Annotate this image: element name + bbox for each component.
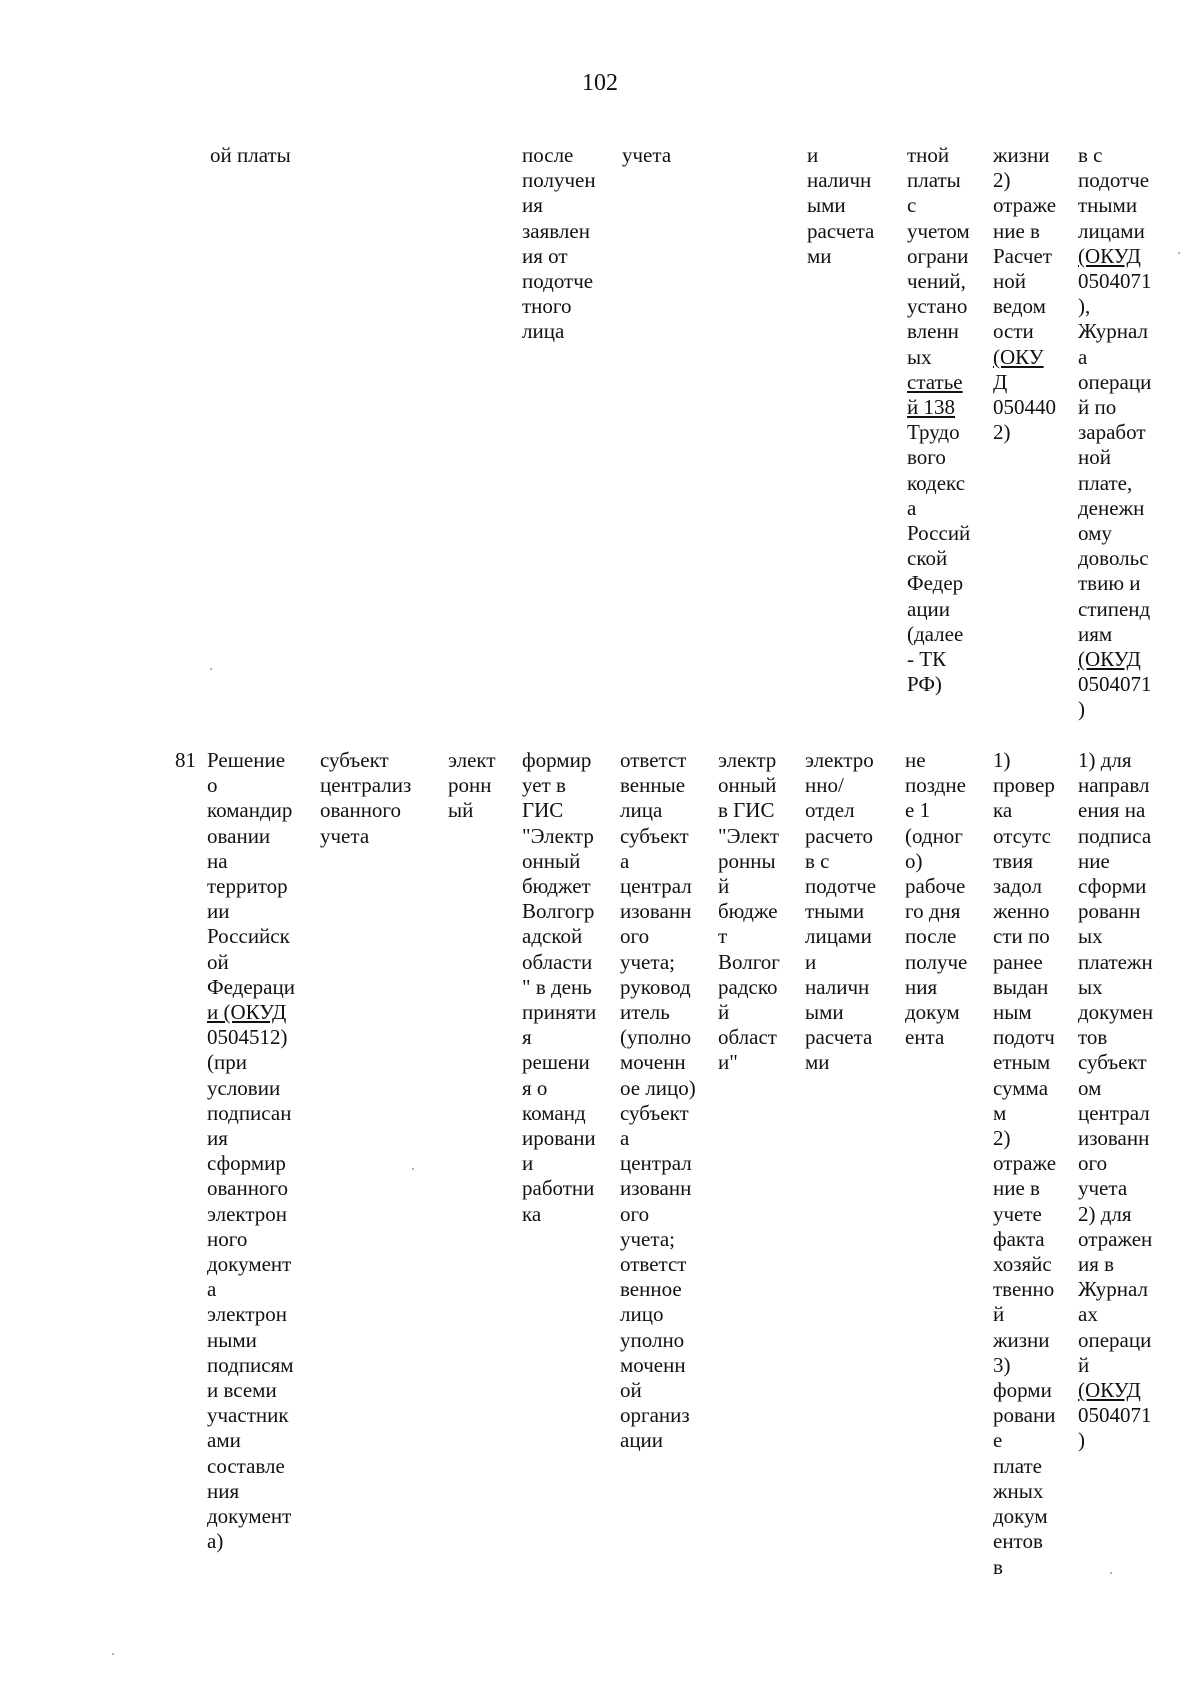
cell-line: решени xyxy=(522,1050,590,1075)
cell-line: ние в xyxy=(993,1176,1040,1201)
cell-line: 1) для xyxy=(1078,748,1132,772)
cell-line: онный xyxy=(718,773,777,798)
cell-line: ации xyxy=(907,596,951,621)
cell-line: заработ xyxy=(1078,420,1146,445)
scan-speck xyxy=(112,1653,114,1655)
cell-line: а xyxy=(1078,344,1088,369)
cell-line: ия xyxy=(207,1126,228,1151)
cell-line: ентов xyxy=(993,1529,1043,1554)
cell-line: ия в xyxy=(1078,1252,1115,1277)
cell-line: вленн xyxy=(907,319,959,344)
cell-line: и xyxy=(807,143,819,167)
cell-line: территор xyxy=(207,874,288,899)
cell-line: докум xyxy=(993,1504,1048,1529)
cell-line: с xyxy=(907,193,917,218)
cell-line: в с xyxy=(805,848,830,873)
cell-line: подотче xyxy=(805,874,877,899)
cell-line: ого xyxy=(620,1201,650,1226)
cell-line: ной xyxy=(993,269,1026,294)
page-number: 102 xyxy=(582,70,618,96)
cell-line: документ xyxy=(207,1252,292,1277)
cell-line: ия xyxy=(522,193,543,218)
cell-line: ка xyxy=(993,798,1013,823)
cell-line: а xyxy=(207,1277,217,1302)
cell-line: Федер xyxy=(907,571,964,596)
cell-line: ответст xyxy=(620,748,687,772)
cell-creator xyxy=(320,748,411,849)
cell-line: ния xyxy=(207,1478,240,1503)
cell-line: ровани xyxy=(993,1403,1056,1428)
cell-line: област xyxy=(718,1025,777,1050)
cell-line: ии xyxy=(207,899,230,924)
row-number: 81 xyxy=(175,748,196,772)
cell-line: кодекс xyxy=(907,470,966,495)
cell-line: лицами xyxy=(805,924,872,949)
cell-line: направл xyxy=(1078,773,1150,798)
cell-actions xyxy=(993,143,1056,445)
cell-line: в с xyxy=(1078,143,1103,167)
cell-line: ости xyxy=(993,319,1034,344)
cell-line: учете xyxy=(993,1201,1042,1226)
cell-line: докумен xyxy=(1078,1000,1154,1025)
cell-line: ировани xyxy=(522,1126,596,1151)
cell-line: не xyxy=(905,748,926,772)
cell-line: приняти xyxy=(522,1000,597,1025)
cell-line: (ОКУД xyxy=(1078,1378,1141,1403)
cell-line: на xyxy=(207,848,228,873)
cell-line: в xyxy=(993,1554,1003,1579)
cell-line: (одног xyxy=(905,823,963,848)
cell-line: го дня xyxy=(905,899,961,924)
cell-line: лицами xyxy=(1078,218,1145,243)
cell-line: Решение xyxy=(207,748,286,772)
cell-line: ах xyxy=(1078,1302,1098,1327)
cell-line: й 138 xyxy=(907,395,955,420)
cell-line: изованн xyxy=(620,1176,692,1201)
cell-document-name xyxy=(210,143,291,168)
cell-line: моченн xyxy=(620,1050,686,1075)
cell-line: и всеми xyxy=(207,1378,277,1403)
cell-line: ронн xyxy=(448,773,492,798)
cell-line: тными xyxy=(805,899,865,924)
cell-line: ыми xyxy=(807,193,846,218)
cell-line: заявлен xyxy=(522,218,590,243)
cell-line: (ОКУД xyxy=(1078,647,1141,672)
scan-speck xyxy=(1178,252,1180,254)
cell-deadline xyxy=(522,143,596,345)
cell-line: плате xyxy=(993,1453,1042,1478)
cell-actions xyxy=(993,748,1056,1580)
cell-line: провер xyxy=(993,773,1055,798)
cell-line: ронны xyxy=(718,848,776,873)
cell-line: 3) xyxy=(993,1352,1011,1377)
cell-line: ованного xyxy=(207,1176,289,1201)
cell-line: ого xyxy=(620,924,650,949)
cell-line: централ xyxy=(620,1151,692,1176)
cell-line: субъект xyxy=(620,823,689,848)
cell-line: 1) xyxy=(993,748,1011,772)
cell-line: сформи xyxy=(1078,874,1147,899)
cell-line: вого xyxy=(907,445,946,470)
cell-line: ), xyxy=(1078,294,1091,319)
cell-line: плате, xyxy=(1078,470,1133,495)
cell-line: РФ) xyxy=(907,672,942,697)
cell-line: ка xyxy=(522,1201,542,1226)
cell-line: Россий xyxy=(907,521,971,546)
cell-line: Российск xyxy=(207,924,290,949)
cell-line: ными xyxy=(207,1327,257,1352)
cell-line: Волгог xyxy=(718,949,780,974)
cell-line: етным xyxy=(993,1050,1051,1075)
cell-line: о) xyxy=(905,848,923,873)
cell-line: электрон xyxy=(207,1302,288,1327)
cell-line: формир xyxy=(522,748,592,772)
cell-line: ия от xyxy=(522,243,568,268)
cell-line: бюдже xyxy=(718,899,778,924)
cell-line: составле xyxy=(207,1453,285,1478)
cell-term xyxy=(907,143,970,697)
cell-line: статье xyxy=(907,369,963,394)
cell-line: ое лицо) xyxy=(620,1075,696,1100)
cell-line: ведом xyxy=(993,294,1046,319)
cell-line: Журнал xyxy=(1078,1277,1149,1302)
cell-line: я xyxy=(522,1025,532,1050)
cell-line: я о xyxy=(522,1075,548,1100)
cell-line: ого xyxy=(1078,1151,1108,1176)
cell-line: венное xyxy=(620,1277,682,1302)
cell-line: ного xyxy=(207,1226,248,1251)
cell-line: тной xyxy=(907,143,950,167)
cell-line: руковод xyxy=(620,974,691,999)
cell-line: субъект xyxy=(1078,1050,1147,1075)
cell-line: учета xyxy=(622,143,672,167)
cell-line: поздне xyxy=(905,773,966,798)
cell-line: учета; xyxy=(620,1226,675,1251)
cell-line: рованн xyxy=(1078,899,1141,924)
cell-line: документ xyxy=(207,1504,292,1529)
cell-line: денежн xyxy=(1078,495,1145,520)
cell-line: е xyxy=(993,1428,1003,1453)
cell-line: подотче xyxy=(522,269,594,294)
cell-line: ой xyxy=(620,1378,642,1403)
cell-line: 2) xyxy=(993,420,1011,445)
cell-line: после xyxy=(905,924,957,949)
cell-line: бюджет xyxy=(522,874,591,899)
cell-line: факта xyxy=(993,1226,1045,1251)
cell-deadline xyxy=(522,748,596,1227)
cell-line: ние в xyxy=(993,218,1040,243)
cell-purpose xyxy=(1078,748,1153,1454)
cell-line: (ОКУД xyxy=(1078,243,1141,268)
cell-line: устано xyxy=(907,294,968,319)
cell-line: ом xyxy=(1078,1075,1102,1100)
cell-line: команд xyxy=(522,1100,586,1125)
cell-line: о xyxy=(207,773,218,798)
cell-line: форми xyxy=(993,1378,1052,1403)
cell-line: электро xyxy=(805,748,874,772)
cell-line: операци xyxy=(1078,1327,1152,1352)
cell-line: ми xyxy=(807,243,832,268)
cell-line: ния xyxy=(905,974,938,999)
cell-responsible xyxy=(620,748,696,1454)
cell-line: 0504071 xyxy=(1078,672,1152,697)
cell-line: субъект xyxy=(320,748,389,772)
cell-line: ской xyxy=(907,546,948,571)
cell-line: овании xyxy=(207,823,271,848)
cell-line: "Электр xyxy=(522,823,594,848)
cell-line: подписан xyxy=(207,1100,292,1125)
cell-line: отдел xyxy=(805,798,855,823)
cell-line: а xyxy=(620,1126,630,1151)
cell-line: й xyxy=(718,874,730,899)
cell-line: а xyxy=(620,848,630,873)
cell-line: Журнал xyxy=(1078,319,1149,344)
cell-line: наличн xyxy=(807,168,872,193)
cell-line: 0504071 xyxy=(1078,1403,1152,1428)
cell-line: после xyxy=(522,143,574,167)
cell-line: твенно xyxy=(993,1277,1055,1302)
cell-line: итель xyxy=(620,1000,670,1025)
cell-line: тного xyxy=(522,294,572,319)
cell-line: организ xyxy=(620,1403,690,1428)
cell-line: й xyxy=(1078,1352,1090,1377)
cell-line: операци xyxy=(1078,369,1152,394)
cell-line: подотче xyxy=(1078,168,1150,193)
cell-line: 2) для xyxy=(1078,1201,1132,1226)
cell-transfer-method xyxy=(718,748,780,1076)
cell-line: моченн xyxy=(620,1352,686,1377)
cell-line: м xyxy=(993,1100,1007,1125)
cell-line: расчета xyxy=(807,218,875,243)
cell-line: й xyxy=(993,1302,1005,1327)
cell-line: командир xyxy=(207,798,293,823)
cell-line: задол xyxy=(993,874,1043,899)
cell-term xyxy=(905,748,967,1050)
cell-line: (далее xyxy=(907,621,964,646)
cell-line: ами xyxy=(207,1428,241,1453)
cell-line: получе xyxy=(905,949,968,974)
cell-responsible xyxy=(622,143,671,168)
cell-line: онный xyxy=(522,848,581,873)
cell-line: учета; xyxy=(620,949,675,974)
cell-purpose xyxy=(1078,143,1152,723)
cell-line: твию и xyxy=(1078,571,1141,596)
cell-recipient xyxy=(807,143,874,269)
cell-line: а) xyxy=(207,1529,224,1554)
cell-line: учетом xyxy=(907,218,970,243)
cell-line: ной xyxy=(1078,445,1111,470)
cell-line: Волгогр xyxy=(522,899,595,924)
cell-line: (уполно xyxy=(620,1025,692,1050)
cell-line: Расчет xyxy=(993,243,1052,268)
cell-line: венные xyxy=(620,773,686,798)
cell-line: рабоче xyxy=(905,874,966,899)
cell-line: условии xyxy=(207,1075,281,1100)
cell-document-name xyxy=(207,748,295,1555)
cell-line: твия xyxy=(993,848,1033,873)
cell-line: ным xyxy=(993,1000,1032,1025)
cell-line: ранее xyxy=(993,949,1043,974)
cell-line: отраже xyxy=(993,193,1057,218)
cell-line: ) xyxy=(1078,1428,1085,1453)
cell-line: ует в xyxy=(522,773,566,798)
cell-line: жизни xyxy=(993,1327,1050,1352)
cell-line: а xyxy=(907,495,917,520)
cell-line: субъект xyxy=(620,1100,689,1125)
cell-line: ый xyxy=(448,798,474,823)
cell-line: подписям xyxy=(207,1352,294,1377)
cell-line: электр xyxy=(718,748,777,772)
cell-line: наличн xyxy=(805,974,870,999)
cell-line: уполно xyxy=(620,1327,685,1352)
cell-line: ованного xyxy=(320,798,402,823)
cell-line: 0504071 xyxy=(1078,269,1152,294)
cell-line: ой xyxy=(207,949,229,974)
cell-format xyxy=(448,748,496,824)
cell-line: отсутс xyxy=(993,823,1051,848)
cell-line: ыми xyxy=(805,1000,844,1025)
cell-line: ых xyxy=(1078,974,1103,999)
cell-line: платы xyxy=(907,168,961,193)
cell-line: подписа xyxy=(1078,823,1152,848)
cell-line: области xyxy=(522,949,593,974)
cell-line: т xyxy=(718,924,728,949)
cell-line: выдан xyxy=(993,974,1049,999)
cell-line: и xyxy=(522,1151,534,1176)
cell-line: Д xyxy=(993,369,1008,394)
cell-line: 0504512) xyxy=(207,1025,288,1050)
cell-line: ому xyxy=(1078,521,1112,546)
cell-line: расчета xyxy=(805,1025,873,1050)
cell-line: централиз xyxy=(320,773,412,798)
cell-line: лица xyxy=(522,319,565,344)
cell-line: ГИС xyxy=(522,798,564,823)
cell-line: централ xyxy=(620,874,692,899)
cell-line: хозяйс xyxy=(993,1252,1052,1277)
cell-line: электрон xyxy=(207,1201,288,1226)
cell-line: 2) xyxy=(993,168,1011,193)
cell-line: лицо xyxy=(620,1302,664,1327)
cell-line: и xyxy=(805,949,817,974)
cell-line: и (ОКУД xyxy=(207,1000,287,1025)
cell-line: ента xyxy=(905,1025,945,1050)
cell-line: й по xyxy=(1078,395,1117,420)
cell-line: сумма xyxy=(993,1075,1049,1100)
cell-line: подотч xyxy=(993,1025,1055,1050)
cell-line: е 1 xyxy=(905,798,931,823)
cell-line: ения на xyxy=(1078,798,1146,823)
cell-line: адской xyxy=(522,924,583,949)
cell-line: " в день xyxy=(522,974,592,999)
scan-speck xyxy=(1110,1572,1112,1574)
cell-line: участник xyxy=(207,1403,289,1428)
cell-line: лица xyxy=(620,798,663,823)
cell-line: стипенд xyxy=(1078,596,1151,621)
cell-line: изованн xyxy=(1078,1126,1150,1151)
cell-line: Трудо xyxy=(907,420,960,445)
cell-line: и" xyxy=(718,1050,738,1075)
cell-line: радско xyxy=(718,974,778,999)
cell-recipient xyxy=(805,748,876,1076)
cell-line: нно/ xyxy=(805,773,844,798)
cell-line: довольс xyxy=(1078,546,1149,571)
cell-line: отражен xyxy=(1078,1226,1153,1251)
cell-line: отраже xyxy=(993,1151,1057,1176)
cell-line: учета xyxy=(320,823,370,848)
cell-line: тов xyxy=(1078,1025,1108,1050)
cell-line: (ОКУ xyxy=(993,344,1044,369)
cell-line: изованн xyxy=(620,899,692,924)
cell-line: ние xyxy=(1078,848,1110,873)
cell-line: ой платы xyxy=(210,143,291,167)
cell-line: "Элект xyxy=(718,823,780,848)
cell-line: платежн xyxy=(1078,949,1153,974)
cell-line: й xyxy=(718,1000,730,1025)
cell-line: ограни xyxy=(907,243,969,268)
cell-line: централ xyxy=(1078,1100,1150,1125)
cell-line: чений, xyxy=(907,269,966,294)
cell-line: ых xyxy=(907,344,932,369)
cell-line: иям xyxy=(1078,621,1113,646)
cell-line: докум xyxy=(905,1000,960,1025)
cell-line: ых xyxy=(1078,924,1103,949)
scan-speck xyxy=(412,1168,414,1170)
cell-line: 2) xyxy=(993,1126,1011,1151)
cell-line: ответст xyxy=(620,1252,687,1277)
cell-line: жных xyxy=(993,1478,1044,1503)
cell-line: получен xyxy=(522,168,596,193)
cell-line: элект xyxy=(448,748,496,772)
cell-line: - ТК xyxy=(907,647,947,672)
cell-line: (при xyxy=(207,1050,247,1075)
cell-line: сти по xyxy=(993,924,1050,949)
cell-line: женно xyxy=(993,899,1050,924)
cell-line: работни xyxy=(522,1176,595,1201)
cell-line: ации xyxy=(620,1428,664,1453)
cell-line: в ГИС xyxy=(718,798,775,823)
cell-line: Федераци xyxy=(207,974,295,999)
cell-line: ми xyxy=(805,1050,830,1075)
cell-line: ) xyxy=(1078,697,1085,722)
scan-speck xyxy=(210,668,212,670)
cell-line: жизни xyxy=(993,143,1050,167)
cell-line: расчето xyxy=(805,823,874,848)
cell-line: тными xyxy=(1078,193,1138,218)
cell-line: 050440 xyxy=(993,395,1056,420)
cell-line: сформир xyxy=(207,1151,286,1176)
cell-line: учета xyxy=(1078,1176,1128,1201)
